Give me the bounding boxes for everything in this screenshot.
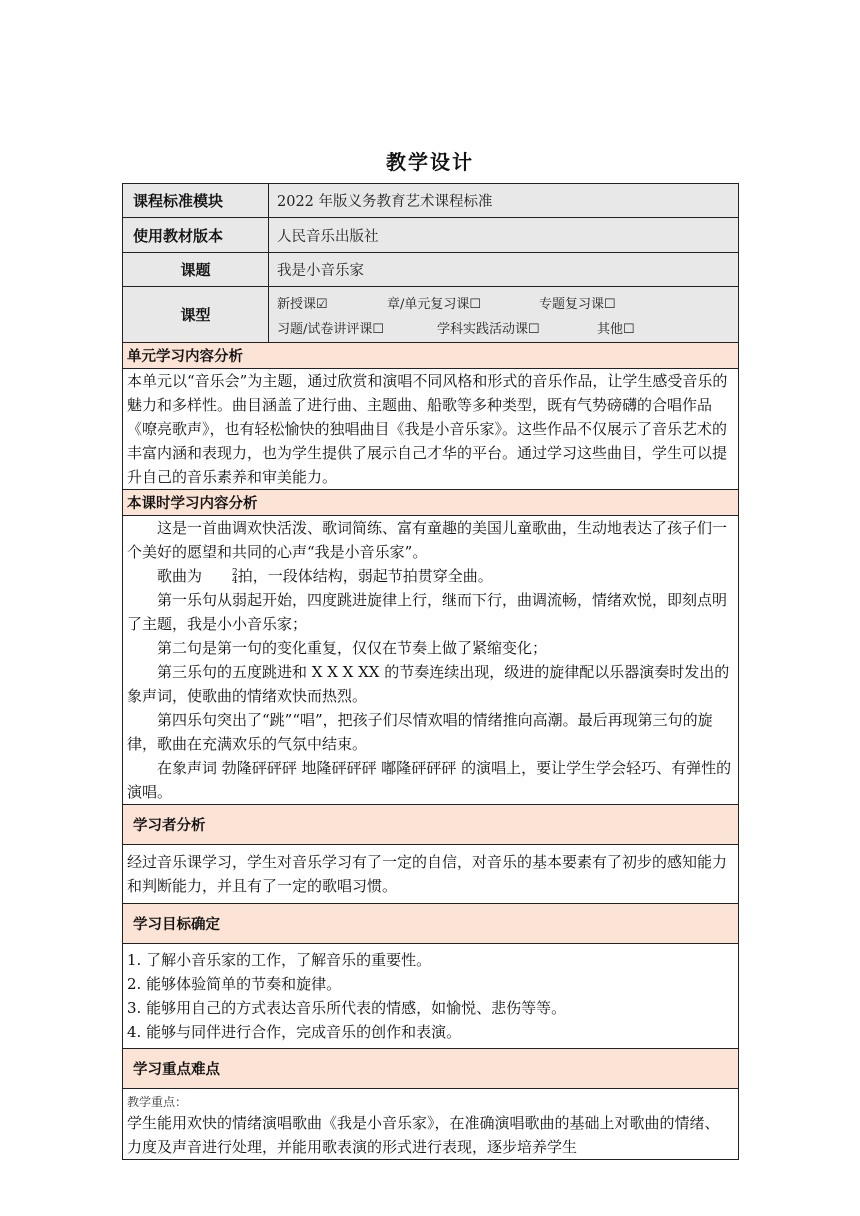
option-new-lesson[interactable]: 新授课☑ [277,297,328,312]
section-heading: 本课时学习内容分析 [123,490,739,516]
time-signature: 2 4 [232,568,238,586]
paragraph: 这是一首曲调欢快活泼、歌词简练、富有童趣的美国儿童歌曲，生动地表达了孩子们一个美好的愿望和共同的心声“我是小音乐家”。 [127,519,728,561]
row-label: 课题 [123,253,269,286]
key-points-text [123,1089,739,1160]
lesson-design-table [122,183,739,1160]
paragraph: 本单元以“音乐会”为主题，通过欣赏和演唱不同风格和形式的音乐作品，让学生感受音乐的魅力和多样性。曲目涵盖了进行曲、主题曲、船歌等多种类型，既有气势磅礴的合唱作品《嘹亮歌声》，也有轻松愉快的独唱曲目《我是小音乐家》。这些作品不仅展示了音乐艺术的丰富内涵和表现力，也为学生提供了展示自己才华的平台。通过学习这些曲目，学生可以提升自己的音乐素养和审美能力。 [127,372,728,486]
paragraph: 经过音乐课学习，学生对音乐学习有了一定的自信，对音乐的基本要素有了初步的感知能力和判断能力，并且有了一定的歌唱习惯。 [127,853,728,895]
table-row [123,253,739,287]
paragraph: 第一乐句从弱起开始，四度跳进旋律上行，继而下行，曲调流畅，情绪欢悦，即刻点明了主题，我是小小音乐家； [127,591,728,633]
section-heading: 学习目标确定 [123,904,739,944]
list-item: 3. 能够用自己的方式表达音乐所代表的情感，如愉悦、悲伤等等。 [127,999,567,1017]
paragraph: 学生能用欢快的情绪演唱歌曲《我是小音乐家》，在准确演唱歌曲的基础上对歌曲的情绪、力度及声音进行处理，并能用歌表演的形式进行表现，逐步培养学生 [127,1114,720,1156]
option-unit-review[interactable]: 章/单元复习课☐ [387,297,482,312]
list-item: 1. 了解小音乐家的工作，了解音乐的重要性。 [127,951,432,969]
option-exercise-review[interactable]: 习题/试卷讲评课☐ [277,322,385,337]
paragraph: 第四乐句突出了“跳”“唱”，把孩子们尽情欢唱的情绪推向高潮。最后再现第三句的旋律，歌曲在充满欢乐的气氛中结束。 [127,711,713,753]
lesson-type-options [269,287,738,342]
option-other[interactable]: 其他☐ [597,322,635,337]
option-topic-review[interactable]: 专题复习课☐ [539,297,616,312]
paragraph: 歌曲为 2 4 拍，一段体结构，弱起节拍贯穿全曲。 [157,567,493,586]
unit-analysis-text [123,369,739,490]
section-heading: 学习重点难点 [123,1049,739,1089]
section-heading: 单元学习内容分析 [123,343,739,369]
row-label: 课程标准模块 [123,184,269,217]
table-row [123,184,739,218]
page-title: 教学设计 [386,150,474,174]
section-heading: 学习者分析 [123,805,739,845]
objectives-list [123,944,739,1049]
list-item: 2. 能够体验简单的节奏和旋律。 [127,975,342,993]
table-row [123,218,739,253]
option-practice-activity[interactable]: 学科实践活动课☐ [437,322,540,337]
lesson-type-label: 课型 [123,287,269,342]
row-label: 使用教材版本 [123,218,269,252]
lesson-type-row [123,287,739,343]
row-value: 2022 年版义务教育艺术课程标准 [269,184,738,217]
row-value: 我是小音乐家 [269,253,738,286]
paragraph: 第三乐句的五度跳进和 X X X XX 的节奏连续出现，级进的旋律配以乐器演奏时发出的象声词，使歌曲的情绪欢快而热烈。 [127,663,730,705]
paragraph: 在象声词 勃隆砰砰砰 地隆砰砰砰 嘟隆砰砰砰 的演唱上，要让学生学会轻巧、有弹性的演唱。 [127,759,732,801]
lesson-analysis-text [123,516,739,805]
list-item: 4. 能够与同伴进行合作，完成音乐的创作和表演。 [127,1023,462,1041]
paragraph: 第二句是第一句的变化重复，仅仅在节奏上做了紧缩变化； [157,639,548,657]
learner-analysis-text [123,845,739,904]
sub-label: 教学重点： [127,1095,188,1109]
row-value: 人民音乐出版社 [269,218,738,252]
